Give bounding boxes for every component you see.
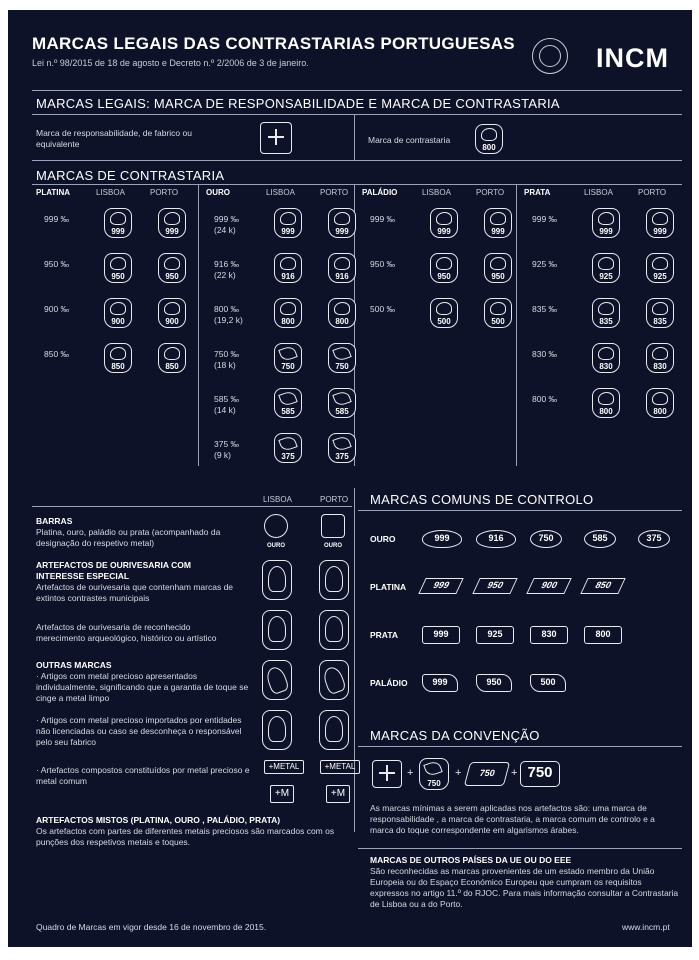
- metal-mark-porto: +METAL: [320, 760, 360, 774]
- import-mark-lisboa: [262, 710, 292, 750]
- control-mark: 830: [530, 626, 568, 644]
- fineness-label: 830 ‰: [532, 349, 558, 359]
- fineness-label: 916 ‰: [214, 259, 240, 269]
- control-mark: 375: [638, 530, 670, 548]
- fineness-label: 835 ‰: [532, 304, 558, 314]
- silver-eagle-icon: [598, 257, 614, 270]
- convention-text: As marcas mínimas a serem aplicadas nos artefactos são: uma marca de responsabilidade , a marca de contrastaria, a marca comum de controlo e a marca do toque correspondente em algarismos árabes.: [370, 803, 655, 835]
- assay-label: Marca de contrastaria: [368, 135, 451, 145]
- bird-icon: [264, 665, 290, 696]
- column-lisboa: LISBOA: [96, 188, 125, 197]
- bars-title: BARRAS: [36, 516, 73, 526]
- bird-icon: [423, 760, 442, 778]
- column-porto: PORTO: [476, 188, 505, 197]
- column-porto: PORTO: [638, 188, 667, 197]
- control-mark: 900: [526, 578, 571, 594]
- assay-mark-porto: 999: [328, 208, 356, 238]
- divider: [32, 506, 352, 507]
- silver-eagle-icon: [652, 212, 668, 225]
- responsibility-mark: [260, 122, 292, 154]
- assay-mark-porto: 835: [646, 298, 674, 328]
- eu-title: MARCAS DE OUTROS PAÍSES DA UE OU DO EEE: [370, 855, 572, 865]
- palladium-dog-icon: [436, 302, 452, 315]
- control-mark: 916: [476, 530, 516, 548]
- column-lisboa: LISBOA: [263, 495, 292, 504]
- divider: [358, 746, 682, 747]
- coat-of-arms-icon: [532, 38, 568, 74]
- fineness-label: 999 ‰: [214, 214, 240, 224]
- metal-header: PRATA: [524, 188, 551, 197]
- footer-note: Quadro de Marcas em vigor desde 16 de novembro de 2015.: [36, 922, 267, 932]
- control-mark: 950: [472, 578, 517, 594]
- assay-mark-porto: 500: [484, 298, 512, 328]
- gold-deer-icon: [280, 212, 296, 225]
- assay-mark-porto: 999: [158, 208, 186, 238]
- bird-icon: [278, 390, 297, 408]
- convention-fineness-mark: 750: [520, 761, 560, 787]
- plus-sign: +: [407, 767, 414, 779]
- metal-header: PLATINA: [36, 188, 71, 197]
- gold-deer-icon: [280, 302, 296, 315]
- gold-deer-icon: [334, 302, 350, 315]
- fineness-label: 585 ‰: [214, 394, 240, 404]
- divider: [358, 510, 682, 511]
- assay-mark-lisboa: 950: [430, 253, 458, 283]
- control-mark: 950: [476, 674, 512, 692]
- karat-label: (9 k): [214, 450, 231, 460]
- control-mark: 925: [476, 626, 514, 644]
- plus-sign: +: [455, 767, 462, 779]
- platinum-head-icon: [164, 347, 180, 360]
- column-porto: PORTO: [320, 495, 349, 504]
- assay-mark-lisboa: 999: [274, 208, 302, 238]
- assay-mark-porto: 999: [484, 208, 512, 238]
- fineness-label: 850 ‰: [44, 349, 70, 359]
- bar-mark-porto: OURO: [321, 514, 345, 538]
- bird-icon: [332, 390, 351, 408]
- silver-eagle-icon: [598, 302, 614, 315]
- control-mark: 999: [422, 626, 460, 644]
- control-mark: 585: [584, 530, 616, 548]
- m-mark-lisboa: +M: [270, 785, 294, 803]
- figure-icon: [325, 716, 343, 742]
- head-icon: [268, 616, 286, 642]
- other-text-2: · Artigos com metal precioso importados por entidades não licenciadas ou caso se desconheça o responsável pelo seu fabrico: [36, 715, 242, 747]
- fineness-label: 900 ‰: [44, 304, 70, 314]
- control-metal-label: PALÁDIO: [370, 678, 408, 688]
- cross-icon: [268, 130, 284, 143]
- platinum-head-icon: [110, 302, 126, 315]
- eu-text: São reconhecidas as marcas provenientes de um estado membro da União Europeia ou do Espaço Económico Europeu que cumpram os requisitos expressos no artigo 11.º do RJOC. Para mais informação consultar a Contrastaria de Lisboa ou a do Porto.: [370, 866, 679, 909]
- cross-icon: [379, 766, 395, 779]
- fineness-label: 950 ‰: [44, 259, 70, 269]
- page-subtitle: Lei n.º 98/2015 de 18 de agosto e Decreto n.º 2/2006 de 3 de janeiro.: [32, 58, 309, 68]
- karat-label: (24 k): [214, 225, 236, 235]
- silver-eagle-icon: [652, 347, 668, 360]
- platinum-head-icon: [164, 212, 180, 225]
- assay-mark-lisboa: 999: [430, 208, 458, 238]
- gold-deer-icon: [280, 257, 296, 270]
- assay-mark-lisboa: 999: [104, 208, 132, 238]
- fineness-label: 800 ‰: [532, 394, 558, 404]
- control-mark: 850: [580, 578, 625, 594]
- silver-eagle-icon: [598, 212, 614, 225]
- assay-mark-lisboa: 800: [592, 388, 620, 418]
- assay-mark-porto: 800: [646, 388, 674, 418]
- divider: [354, 488, 355, 832]
- m-mark-porto: +M: [326, 785, 350, 803]
- silver-eagle-icon: [598, 392, 614, 405]
- divider: [354, 114, 355, 160]
- metal-header: OURO: [206, 188, 230, 197]
- assay-mark-lisboa: 830: [592, 343, 620, 373]
- assay-mark-porto: 925: [646, 253, 674, 283]
- clean-metal-mark-lisboa: [262, 660, 292, 700]
- responsibility-label: Marca de responsabilidade, de fabrico ou equivalente: [36, 128, 192, 149]
- common-heading: MARCAS COMUNS DE CONTROLO: [370, 492, 594, 507]
- assay-mark-lisboa: 800: [274, 298, 302, 328]
- column-porto: PORTO: [320, 188, 349, 197]
- divider: [198, 184, 199, 466]
- other-title: OUTRAS MARCAS: [36, 660, 112, 670]
- silver-eagle-icon: [652, 392, 668, 405]
- assay-mark-porto: 900: [158, 298, 186, 328]
- platinum-head-icon: [164, 302, 180, 315]
- palladium-dog-icon: [490, 257, 506, 270]
- control-metal-label: OURO: [370, 534, 396, 544]
- fineness-label: 375 ‰: [214, 439, 240, 449]
- bird-icon: [321, 665, 347, 696]
- assay-mark-porto: 585: [328, 388, 356, 418]
- head-icon: [268, 566, 286, 592]
- gold-deer-icon: [334, 212, 350, 225]
- head-icon: [325, 616, 343, 642]
- deer-icon: [481, 128, 497, 141]
- assay-mark-porto: 750: [328, 343, 356, 373]
- divider: [32, 114, 682, 115]
- divider: [358, 848, 682, 849]
- metal-mark-lisboa: +METAL: [264, 760, 304, 774]
- mixed-title: ARTEFACTOS MISTOS (PLATINA, OURO , PALÁDIO, PRATA): [36, 815, 281, 825]
- divider: [516, 184, 517, 466]
- artefacts-title: ARTEFACTOS DE OURIVESARIA COM INTERESSE ESPECIAL: [36, 560, 191, 581]
- historic-mark-porto: [319, 610, 349, 650]
- bars-text: Platina, ouro, paládio ou prata (acompanhado da designação do respetivo metal): [36, 527, 221, 548]
- karat-label: (18 k): [214, 360, 236, 370]
- convention-ccm-mark: 750: [464, 762, 510, 786]
- control-mark: 750: [530, 530, 562, 548]
- assay-mark-lisboa: 950: [104, 253, 132, 283]
- metal-header: PALÁDIO: [362, 188, 398, 197]
- assay-mark-lisboa: 500: [430, 298, 458, 328]
- convention-responsibility-mark: [372, 760, 402, 788]
- column-lisboa: LISBOA: [584, 188, 613, 197]
- artefacts-text-1: Artefactos de ourivesaria que contenham marcas de extintos contrastes municipais: [36, 582, 234, 603]
- head-icon: [325, 566, 343, 592]
- bird-icon: [278, 345, 297, 363]
- incm-logo: INCM: [596, 43, 669, 73]
- assay-mark-lisboa: 585: [274, 388, 302, 418]
- bird-icon: [278, 435, 297, 453]
- assay-mark-lisboa: 916: [274, 253, 302, 283]
- artefacts-text-2: Artefactos de ourivesaria de reconhecido merecimento arqueológico, histórico ou artístico: [36, 622, 217, 643]
- mixed-text: Os artefactos com partes de diferentes metais preciosos são marcados com os punções dos respetivos metais e toques.: [36, 826, 335, 847]
- convention-assay-mark: 750: [419, 758, 449, 790]
- assay-mark-lisboa: 999: [592, 208, 620, 238]
- municipal-mark-porto: [319, 560, 349, 600]
- silver-eagle-icon: [652, 302, 668, 315]
- control-mark: 800: [584, 626, 622, 644]
- bird-icon: [332, 435, 351, 453]
- palladium-dog-icon: [490, 302, 506, 315]
- fineness-label: 999 ‰: [44, 214, 70, 224]
- assay-heading: MARCAS DE CONTRASTARIA: [36, 168, 225, 183]
- bird-icon: [332, 345, 351, 363]
- assay-mark-porto: 830: [646, 343, 674, 373]
- platinum-head-icon: [110, 257, 126, 270]
- assay-mark-porto: 950: [158, 253, 186, 283]
- silver-eagle-icon: [598, 347, 614, 360]
- assay-mark-lisboa: 925: [592, 253, 620, 283]
- assay-mark-lisboa: 375: [274, 433, 302, 463]
- footer-url[interactable]: www.incm.pt: [622, 922, 670, 932]
- control-mark: 999: [418, 578, 463, 594]
- figure-icon: [268, 716, 286, 742]
- control-metal-label: PLATINA: [370, 582, 407, 592]
- platinum-head-icon: [110, 347, 126, 360]
- assay-mark-porto: 850: [158, 343, 186, 373]
- import-mark-porto: [319, 710, 349, 750]
- silver-eagle-icon: [652, 257, 668, 270]
- legal-heading: MARCAS LEGAIS: MARCA DE RESPONSABILIDADE E MARCA DE CONTRASTARIA: [36, 96, 560, 111]
- plus-sign: +: [511, 767, 518, 779]
- gold-deer-icon: [334, 257, 350, 270]
- other-text-3: · Artefactos compostos constituídos por metal precioso e metal comum: [36, 765, 250, 786]
- divider: [32, 184, 682, 185]
- divider: [32, 160, 682, 161]
- page-title: MARCAS LEGAIS DAS CONTRASTARIAS PORTUGUESAS: [32, 34, 515, 53]
- fineness-label: 500 ‰: [370, 304, 396, 314]
- column-lisboa: LISBOA: [266, 188, 295, 197]
- marks-poster: [8, 10, 692, 947]
- palladium-dog-icon: [436, 257, 452, 270]
- assay-mark: 800: [475, 124, 503, 154]
- other-text-1: · Artigos com metal precioso apresentados individualmente, significando que a garantia de toque se cinge a metal limpo: [36, 671, 249, 703]
- convention-heading: MARCAS DA CONVENÇÃO: [370, 728, 540, 743]
- fineness-label: 800 ‰: [214, 304, 240, 314]
- assay-mark-porto: 950: [484, 253, 512, 283]
- assay-mark-lisboa: 850: [104, 343, 132, 373]
- assay-mark-porto: 916: [328, 253, 356, 283]
- karat-label: (22 k): [214, 270, 236, 280]
- control-metal-label: PRATA: [370, 630, 399, 640]
- fineness-label: 925 ‰: [532, 259, 558, 269]
- assay-mark-lisboa: 750: [274, 343, 302, 373]
- assay-mark-lisboa: 835: [592, 298, 620, 328]
- control-mark: 500: [530, 674, 566, 692]
- karat-label: (14 k): [214, 405, 236, 415]
- bar-mark-lisboa: OURO: [264, 514, 288, 538]
- historic-mark-lisboa: [262, 610, 292, 650]
- karat-label: (19,2 k): [214, 315, 243, 325]
- platinum-head-icon: [164, 257, 180, 270]
- clean-metal-mark-porto: [319, 660, 349, 700]
- fineness-label: 950 ‰: [370, 259, 396, 269]
- fineness-label: 999 ‰: [532, 214, 558, 224]
- column-porto: PORTO: [150, 188, 179, 197]
- assay-mark-porto: 800: [328, 298, 356, 328]
- column-lisboa: LISBOA: [422, 188, 451, 197]
- divider: [32, 90, 682, 91]
- palladium-dog-icon: [436, 212, 452, 225]
- assay-mark-porto: 375: [328, 433, 356, 463]
- fineness-label: 750 ‰: [214, 349, 240, 359]
- palladium-dog-icon: [490, 212, 506, 225]
- assay-mark-porto: 999: [646, 208, 674, 238]
- control-mark: 999: [422, 530, 462, 548]
- fineness-label: 999 ‰: [370, 214, 396, 224]
- municipal-mark-lisboa: [262, 560, 292, 600]
- control-mark: 999: [422, 674, 458, 692]
- assay-mark-lisboa: 900: [104, 298, 132, 328]
- platinum-head-icon: [110, 212, 126, 225]
